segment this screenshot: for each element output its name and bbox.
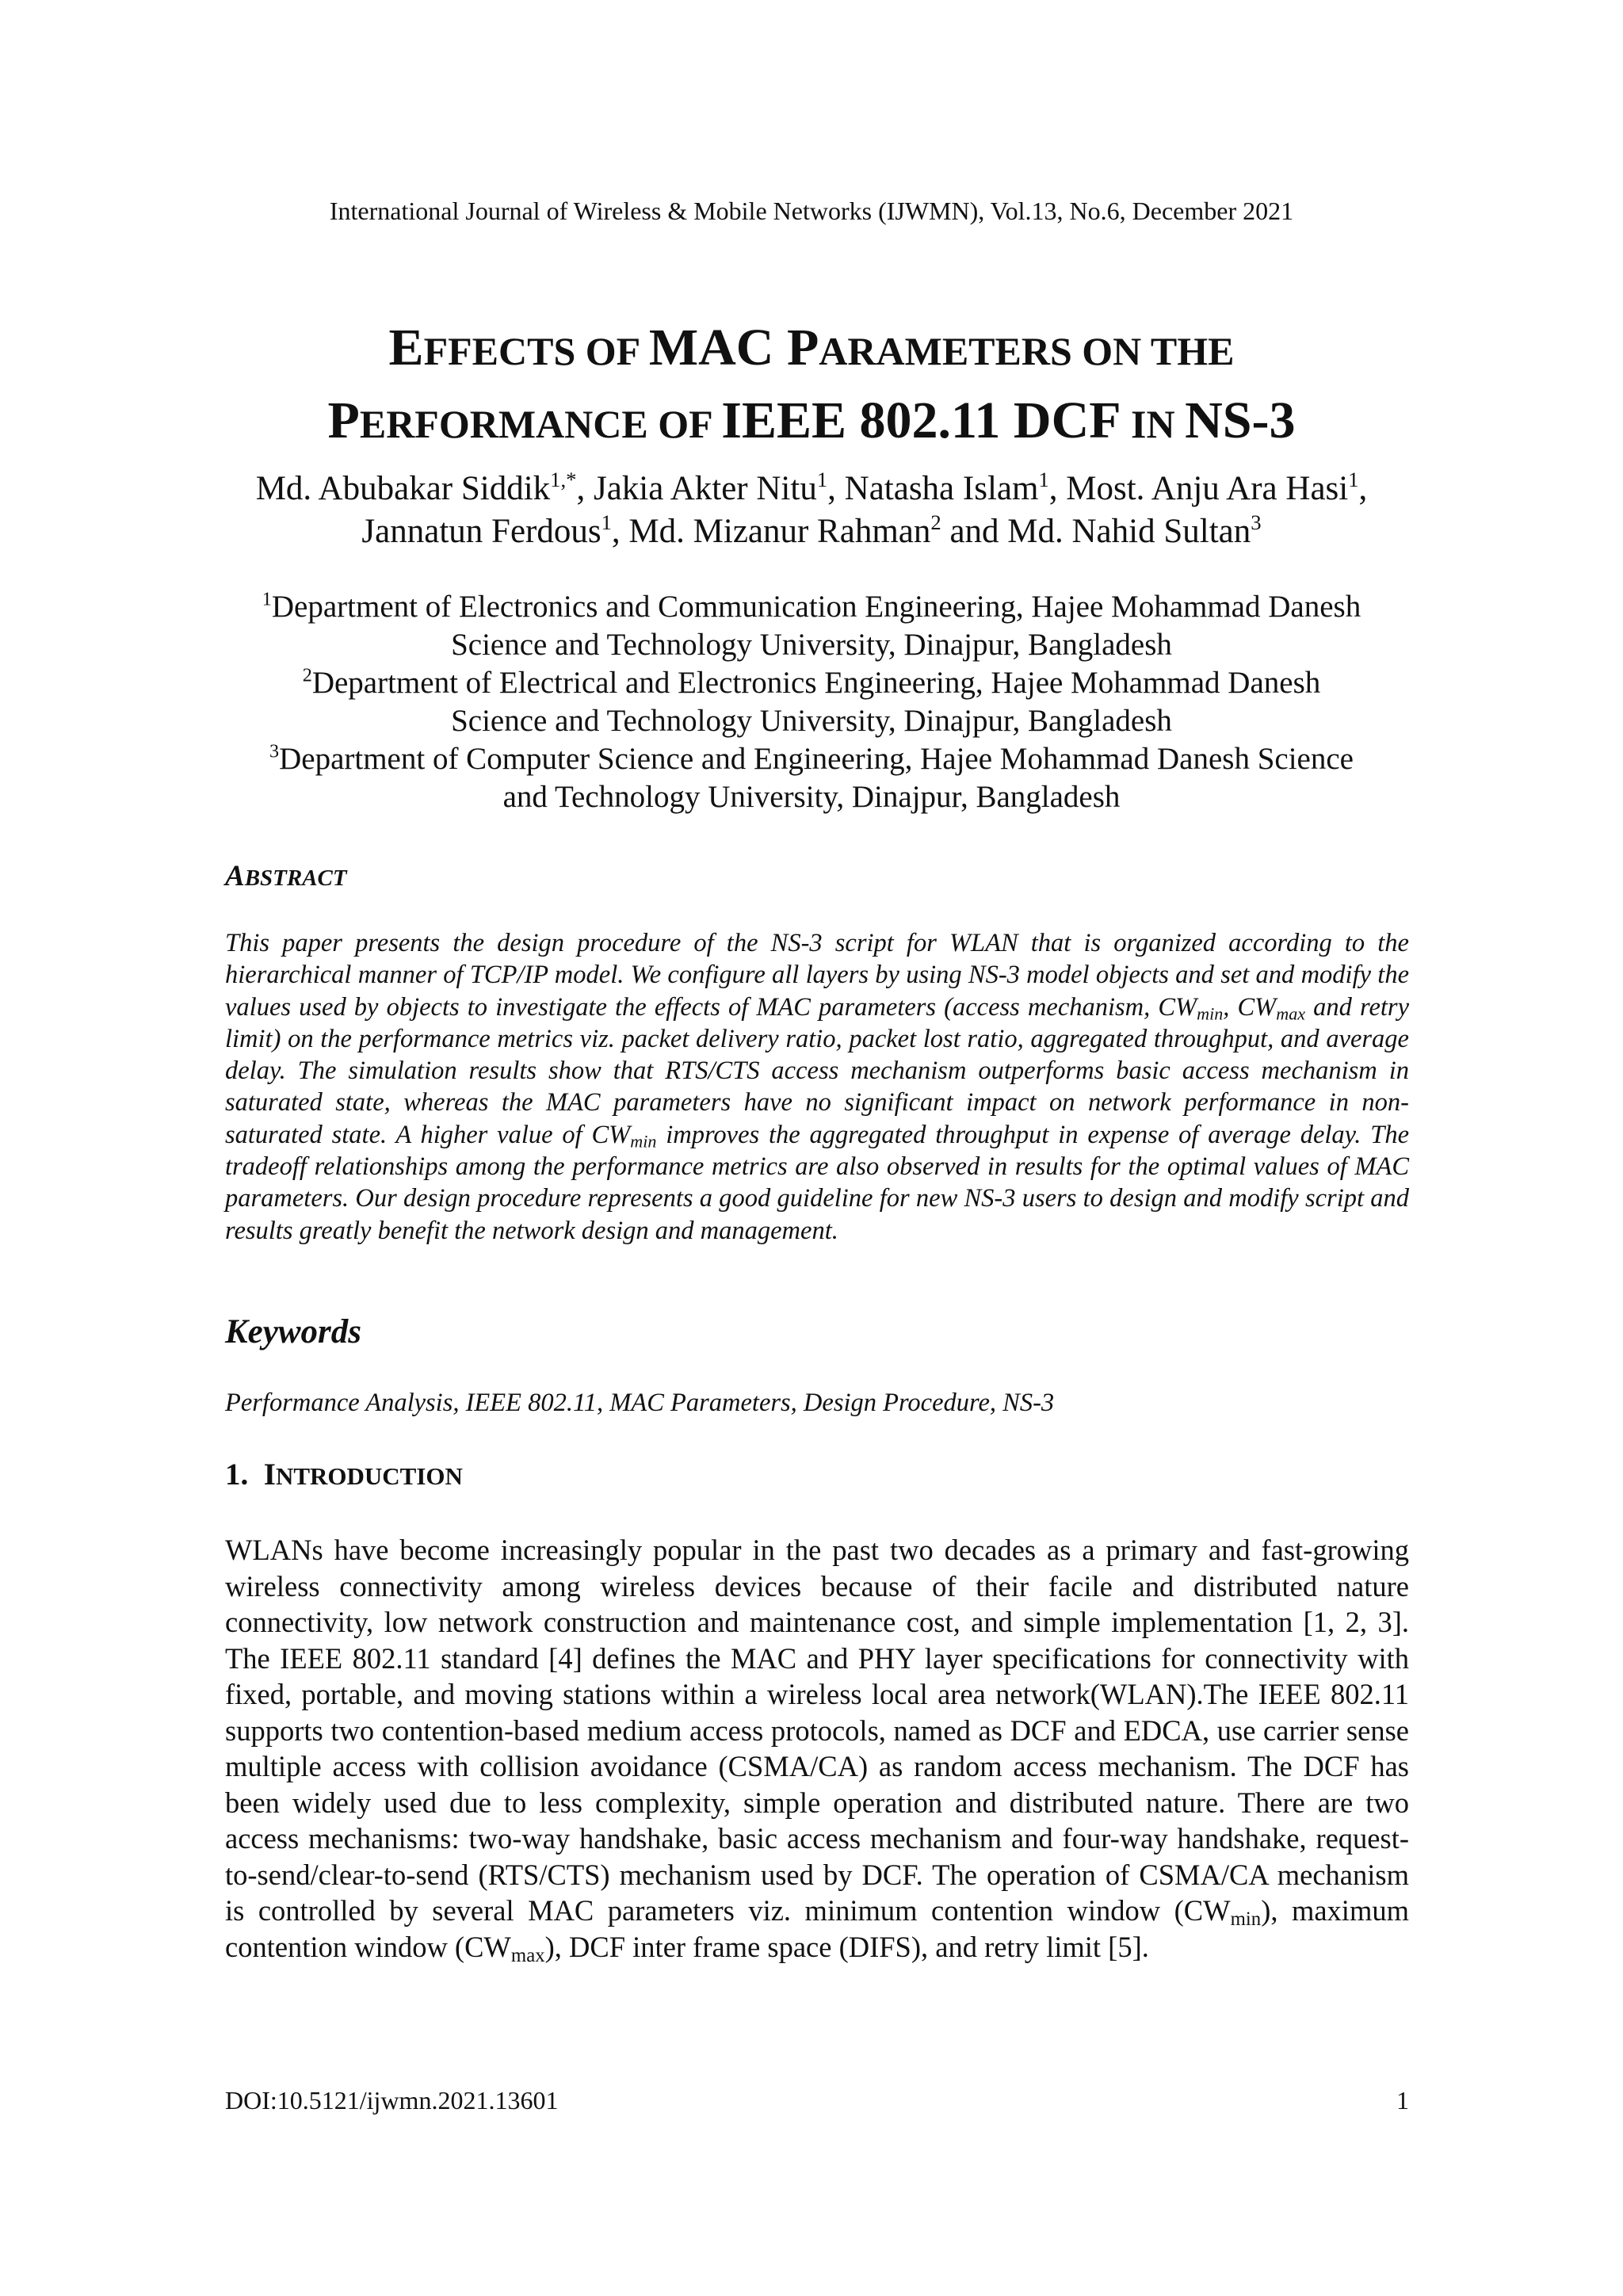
page-number: 1 [1396, 2086, 1409, 2115]
journal-header: International Journal of Wireless & Mobile Networks (IJWMN), Vol.13, No.6, December 2021 [329, 197, 1294, 225]
affiliation-2: $^2$Department of Electrical and Electronics Engineering, Hajee Mohammad Danesh Science and Technology University, Dinajpur, Bangladesh [302, 664, 1321, 738]
paper-title [0, 313, 1623, 459]
introduction-body: WLANs have become increasingly popular in the past two decades as a primary and fast-growing wireless connectivity among wireless devices because of their facile and distributed nature connectivity, low network construction and maintenance cost, and simple implementation [1, 2, 3]. The IEEE 802.11 standard [4] defines the MAC and PHY layer specifications for connectivity with fixed, portable, and moving stations within a wireless local area network(WLAN).The IEEE 802.11 supports two contention-based medium access protocols, named as DCF and EDCA, use carrier sense multiple access with collision avoidance (CSMA/CA) as random access mechanism. The DCF has been widely used due to less complexity, simple operation and distributed nature. There are two access mechanisms: two-way handshake, basic access mechanism and four-way handshake, request-to-send/clear-to-send (RTS/CTS) mechanism used by DCF. The operation of CSMA/CA mechanism is controlled by several MAC parameters viz. minimum contention window $(CW_{min})$, maximum contention window $(CW_{max})$, DCF inter frame space (DIFS), and retry limit [5]. [225, 1534, 1409, 1966]
author-list [0, 468, 1623, 553]
doi-footer: DOI:10.5121/ijwmn.2021.13601 [225, 2086, 559, 2115]
author-line-2: Jannatun Ferdous$^1$, Md. Mizanur Rahman$^2$ and Md. Nahid Sultan$^3$ [361, 510, 1262, 550]
keywords-heading: Keywords [225, 1313, 361, 1350]
affiliation-3: $^3$Department of Computer Science and Engineering, Hajee Mohammad Danesh Science and Technology University, Dinajpur, Bangladesh [269, 740, 1354, 814]
abstract-body: This paper presents the design procedure of the NS-3 script for WLAN that is organized according to the hierarchical manner of TCP/IP model. We configure all layers by using NS-3 model objects and set and modify the values used by objects to investigate the effects of MAC parameters (access mechanism, $CW_{min}$, $CW_{max}$ and retry limit) on the performance metrics viz. packet delivery ratio, packet lost ratio, aggregated throughput, and average delay. The simulation results show that RTS/CTS access mechanism outperforms basic access mechanism in saturated state, whereas the MAC parameters have no significant impact on network performance in non-saturated state. A higher value of $CW_{min}$ improves the aggregated throughput in expense of average delay. The tradeoff relationships among the performance metrics are also observed in results for the optimal values of MAC parameters. Our design procedure represents a good guideline for new NS-3 users to design and modify script and results greatly benefit the network design and management. [225, 929, 1410, 1245]
title-line-2: PERFORMANCE OF IEEE 802.11 DCF IN NS-3 [327, 392, 1296, 449]
abstract-heading: ABSTRACT [225, 860, 347, 892]
keywords-list: Performance Analysis, IEEE 802.11, MAC Parameters, Design Procedure, NS-3 [225, 1389, 1055, 1417]
affiliations [0, 588, 1623, 816]
title-line-1: EFFECTS OF MAC PARAMETERS ON THE [388, 319, 1235, 376]
affiliation-1: $^1$Department of Electronics and Communication Engineering, Hajee Mohammad Danesh Science and Technology University, Dinajpur, Bangladesh [262, 588, 1361, 662]
author-line-1: Md. Abubakar Siddik$^{1,*}$, Jakia Akter Nitu$^1$, Natasha Islam$^1$, Most. Anju Ara Hasi$^1$, [255, 468, 1368, 507]
introduction-heading: 1. INTRODUCTION [225, 1457, 463, 1492]
